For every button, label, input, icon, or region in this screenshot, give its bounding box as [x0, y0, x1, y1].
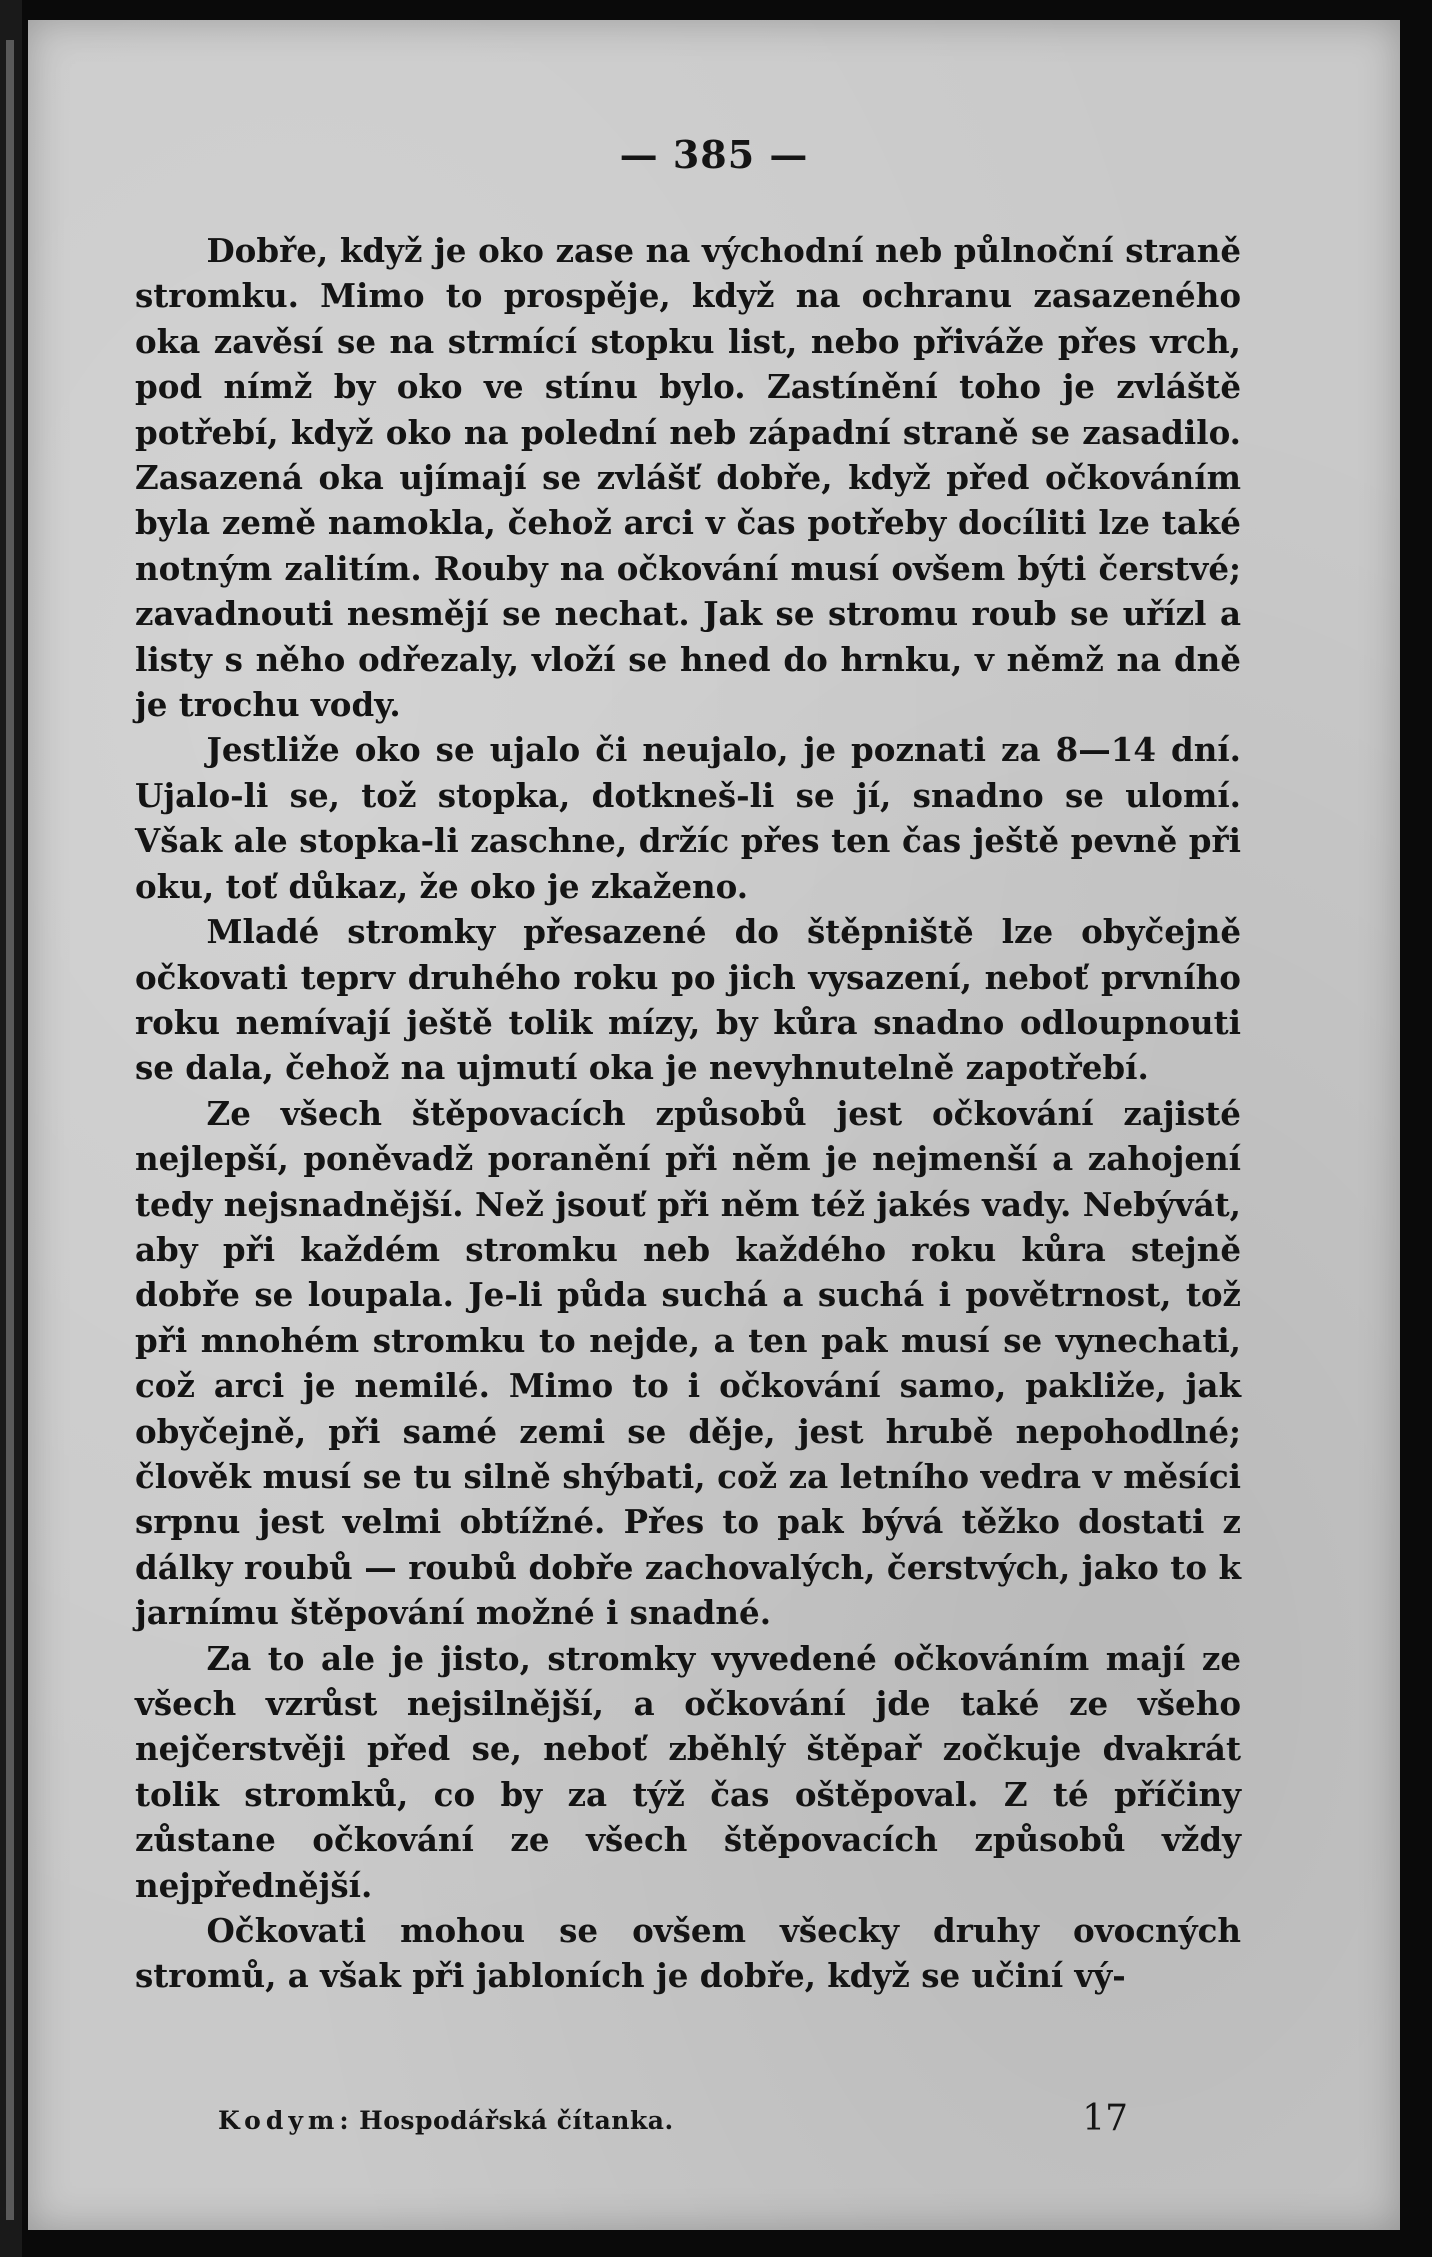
paragraph: Mladé stromky přesazené do štěpniště lze obyčejně očkovati teprv druhého roku po jich vysazení, neboť prvního roku nemívají ještě tolik mízy, by kůra snadno odloupnouti se dala, čehož na ujmutí oka je nevyhnutelně zapotřebí. — [135, 912, 1241, 1088]
body-text — [135, 228, 1241, 1999]
book-page — [28, 20, 1400, 2230]
page-footer — [218, 2098, 1148, 2139]
signature-mark: 17 — [1082, 2098, 1128, 2139]
paragraph: Očkovati mohou se ovšem všecky druhy ovocných stromů, a však při jabloních je dobře, když se učiní vý- — [135, 1911, 1241, 1996]
footer-author: Kodym: — [218, 2106, 354, 2135]
paragraph: Ze všech štěpovacích způsobů jest očkování zajisté nejlepší, poněvadž poranění při něm je nejmenší a zahojení tedy nejsnadnější. Než jsouť při něm též jakés vady. Nebývát, aby při každém stromku neb každého roku kůra stejně dobře se loupala. Je-li půda suchá a suchá i povětrnost, tož při mnohém stromku to nejde, a ten pak musí se vynechati, což arci je nemilé. Mimo to i očkování samo, pakliže, jak obyčejně, při samé zemi se děje, jest hrubě nepohodlné; člověk musí se tu silně shýbati, což za letního vedra v měsíci srpnu jest velmi obtížné. Přes to pak bývá těžko dostati z dálky roubů — roubů dobře zachovalých, čerstvých, jako to k jarnímu štěpování možné i snadné. — [135, 1093, 1241, 1633]
scan-edge-highlight — [6, 40, 14, 2220]
scan-edge — [0, 0, 22, 2257]
page-number: — 385 — — [619, 132, 809, 177]
paragraph: Jestliže oko se ujalo či neujalo, je poznati za 8—14 dní. Ujalo-li se, tož stopka, dotkneš-li se jí, snadno se ulomí. Však ale stopka-li zaschne, držíc přes ten čas ještě pevně při oku, toť důkaz, že oko je zkaženo. — [135, 730, 1241, 906]
paragraph: Za to ale je jisto, stromky vyvedené očkováním mají ze všech vzrůst nejsilnější, a očkování jde také ze všeho nejčerstvěji před se, neboť zběhlý štěpař zočkuje dvakrát tolik stromků, co by za týž čas oštěpoval. Z té příčiny zůstane očkování ze všech štěpovacích způsobů vždy nejpřednější. — [135, 1638, 1241, 1905]
paragraph: Dobře, když je oko zase na východní neb půlnoční straně stromku. Mimo to prospěje, když na ochranu zasazeného oka zavěsí se na strmící stopku list, nebo přiváže přes vrch, pod nímž by oko ve stínu bylo. Zastínění toho je zvláště potřebí, když oko na polední neb západní straně se zasadilo. Zasazená oka ujímají se zvlášť dobře, když před očkováním byla země namokla, čehož arci v čas potřeby docíliti lze také notným zalitím. Rouby na očkování musí ovšem býti čerstvé; zavadnouti nesmějí se nechat. Jak se stromu roub se uřízl a listy s něho odřezaly, vloží se hned do hrnku, v němž na dně je trochu vody. — [135, 231, 1241, 725]
footer-book-title: Hospodářská čítanka. — [359, 2106, 674, 2135]
